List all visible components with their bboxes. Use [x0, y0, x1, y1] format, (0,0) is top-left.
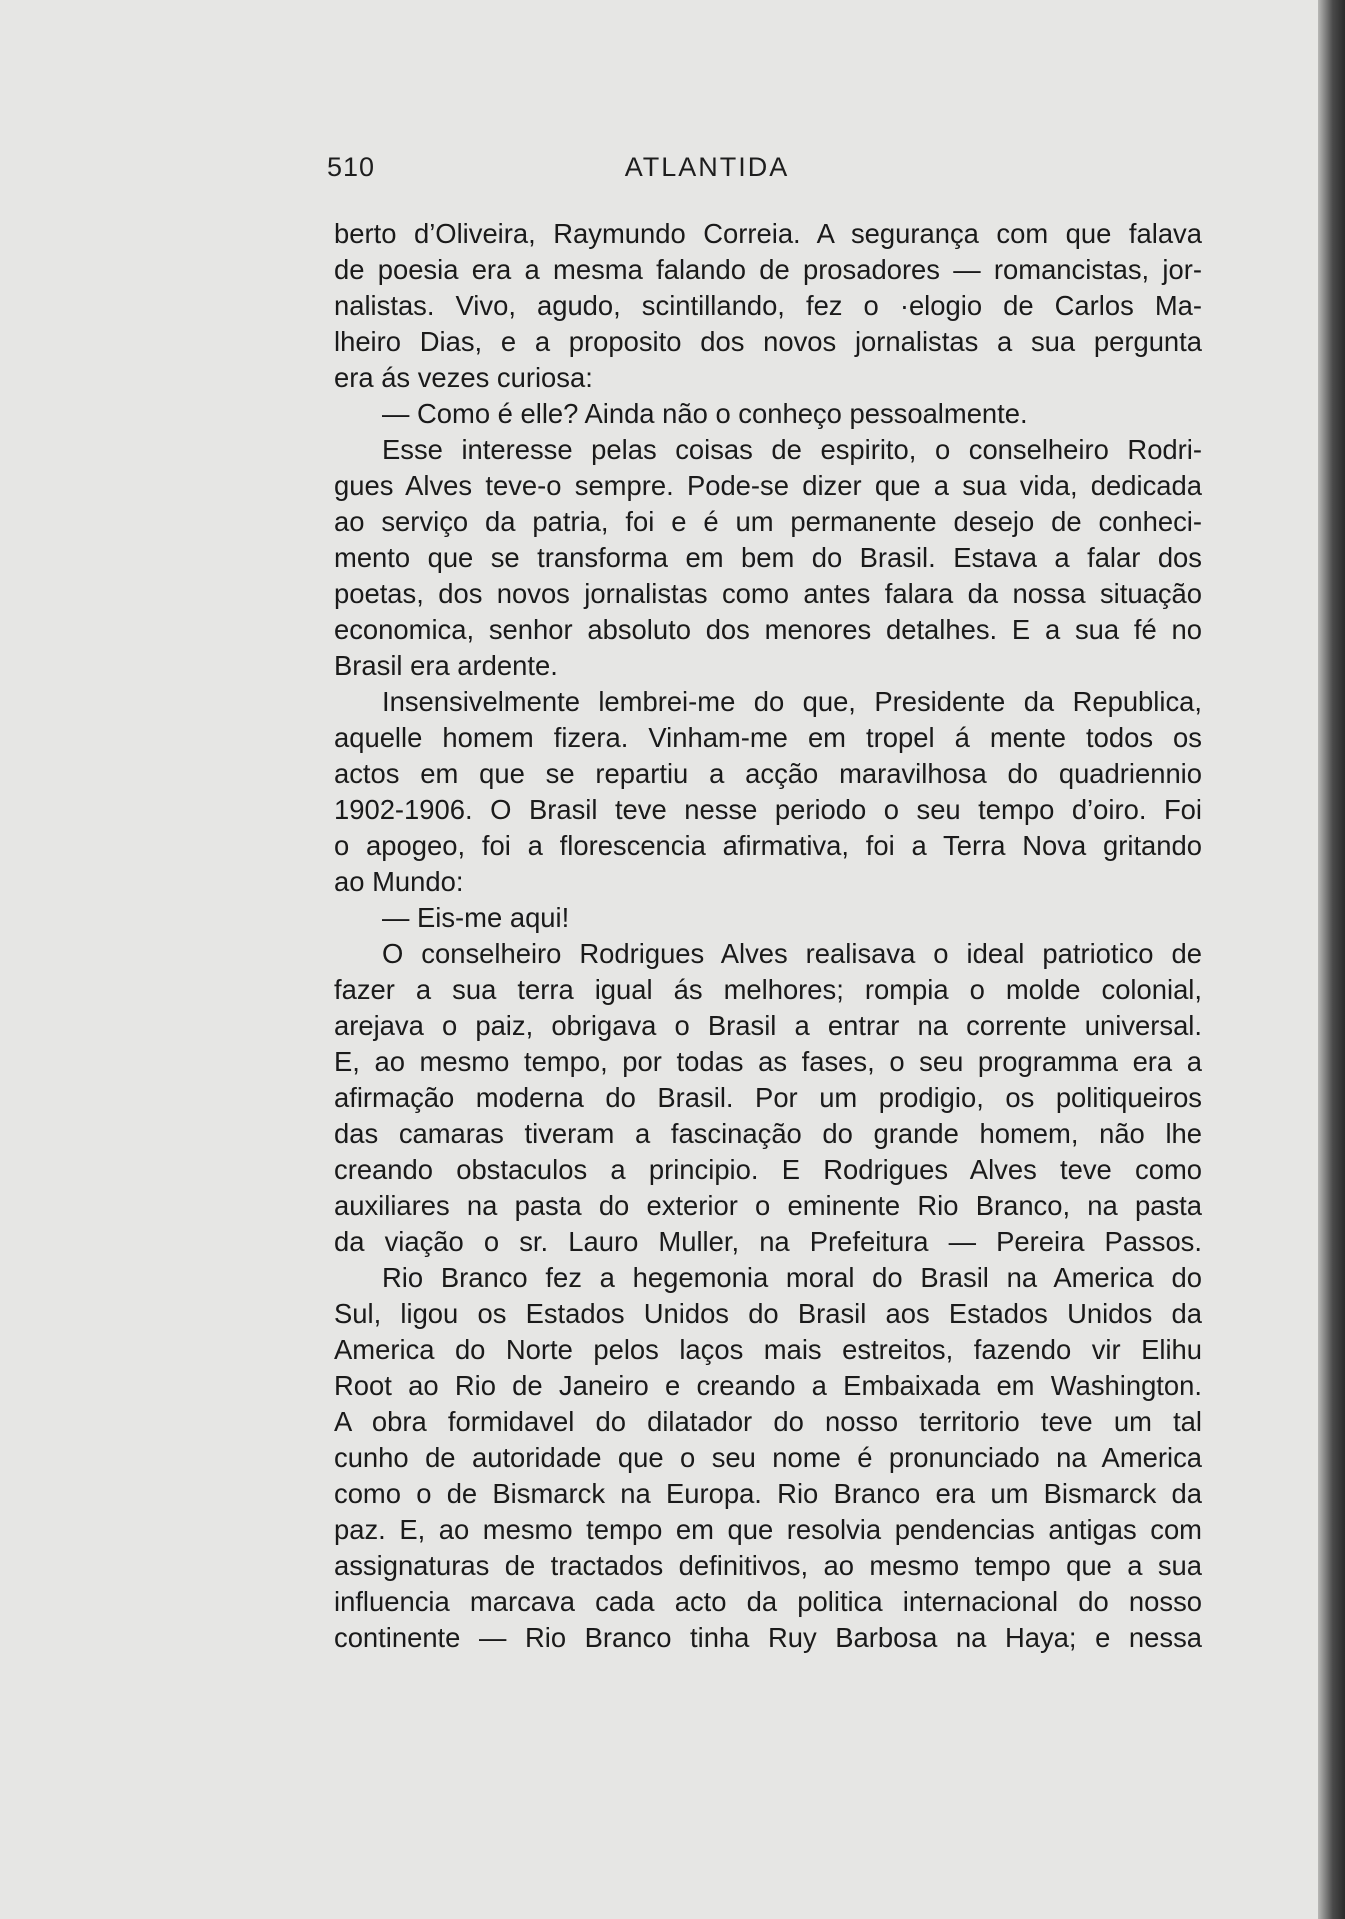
text-line: de poesia era a mesma falando de prosadores — romancistas, jor-	[334, 254, 1202, 285]
text-line: lheiro Dias, e a proposito dos novos jornalistas a sua pergunta	[334, 326, 1202, 357]
text-line: ao serviço da patria, foi e é um permanente desejo de conheci-	[334, 506, 1202, 537]
text-line: 1902-1906. O Brasil teve nesse periodo o seu tempo d’oiro. Foi	[334, 794, 1202, 825]
text-line: como o de Bismarck na Europa. Rio Branco era um Bismarck da	[334, 1478, 1202, 1509]
text-line: era ás vezes curiosa:	[334, 362, 593, 393]
text-line: da viação o sr. Lauro Muller, na Prefeitura — Pereira Passos.	[334, 1226, 1202, 1257]
text-line: o apogeo, foi a florescencia afirmativa, foi a Terra Nova gritando	[334, 830, 1202, 861]
text-line: influencia marcava cada acto da politica internacional do nosso	[334, 1586, 1202, 1617]
text-line: aquelle homem fizera. Vinham-me em tropel á mente todos os	[334, 722, 1202, 753]
text-line: Sul, ligou os Estados Unidos do Brasil aos Estados Unidos da	[334, 1298, 1202, 1329]
text-line: — Como é elle? Ainda não o conheço pessoalmente.	[382, 398, 1028, 429]
text-line: paz. E, ao mesmo tempo em que resolvia pendencias antigas com	[334, 1514, 1202, 1545]
text-line: creando obstaculos a principio. E Rodrigues Alves teve como	[334, 1154, 1202, 1185]
text-line: fazer a sua terra igual ás melhores; rompia o molde colonial,	[334, 974, 1202, 1005]
text-line: economica, senhor absoluto dos menores detalhes. E a sua fé no	[334, 614, 1202, 645]
text-line: das camaras tiveram a fascinação do grande homem, não lhe	[334, 1118, 1202, 1149]
page-number: 510	[327, 152, 376, 182]
text-line: A obra formidavel do dilatador do nosso territorio teve um tal	[334, 1406, 1202, 1437]
text-line: mento que se transforma em bem do Brasil. Estava a falar dos	[334, 542, 1202, 573]
text-line: Esse interesse pelas coisas de espirito, o conselheiro Rodri-	[382, 434, 1202, 465]
text-line: Rio Branco fez a hegemonia moral do Brasil na America do	[382, 1262, 1202, 1293]
text-line: berto d’Oliveira, Raymundo Correia. A segurança com que falava	[334, 218, 1202, 249]
text-line: ao Mundo:	[334, 866, 464, 897]
text-line: America do Norte pelos laços mais estreitos, fazendo vir Elihu	[334, 1334, 1202, 1365]
running-head	[327, 152, 1207, 192]
book-title: ATLANTIDA	[624, 152, 790, 182]
text-line: Root ao Rio de Janeiro e creando a Embaixada em Washington.	[334, 1370, 1202, 1401]
text-line: nalistas. Vivo, agudo, scintillando, fez o ·elogio de Carlos Ma-	[334, 290, 1202, 321]
page-edge-shadow	[1318, 0, 1345, 1919]
text-line: afirmação moderna do Brasil. Por um prodigio, os politiqueiros	[334, 1082, 1202, 1113]
text-line: — Eis-me aqui!	[382, 902, 570, 933]
text-line: E, ao mesmo tempo, por todas as fases, o seu programma era a	[334, 1046, 1202, 1077]
text-line: Insensivelmente lembrei-me do que, Presidente da Republica,	[382, 686, 1202, 717]
text-line: Brasil era ardente.	[334, 650, 558, 681]
text-line: cunho de autoridade que o seu nome é pronunciado na America	[334, 1442, 1202, 1473]
text-line: continente — Rio Branco tinha Ruy Barbosa na Haya; e nessa	[334, 1622, 1202, 1653]
text-line: auxiliares na pasta do exterior o eminente Rio Branco, na pasta	[334, 1190, 1202, 1221]
text-line: poetas, dos novos jornalistas como antes falara da nossa situação	[334, 578, 1202, 609]
text-line: assignaturas de tractados definitivos, ao mesmo tempo que a sua	[334, 1550, 1202, 1581]
text-line: O conselheiro Rodrigues Alves realisava o ideal patriotico de	[382, 938, 1202, 969]
body-text	[334, 216, 1202, 1656]
text-line: actos em que se repartiu a acção maravilhosa do quadriennio	[334, 758, 1202, 789]
text-line: arejava o paiz, obrigava o Brasil a entrar na corrente universal.	[334, 1010, 1202, 1041]
text-line: gues Alves teve-o sempre. Pode-se dizer que a sua vida, dedicada	[334, 470, 1202, 501]
